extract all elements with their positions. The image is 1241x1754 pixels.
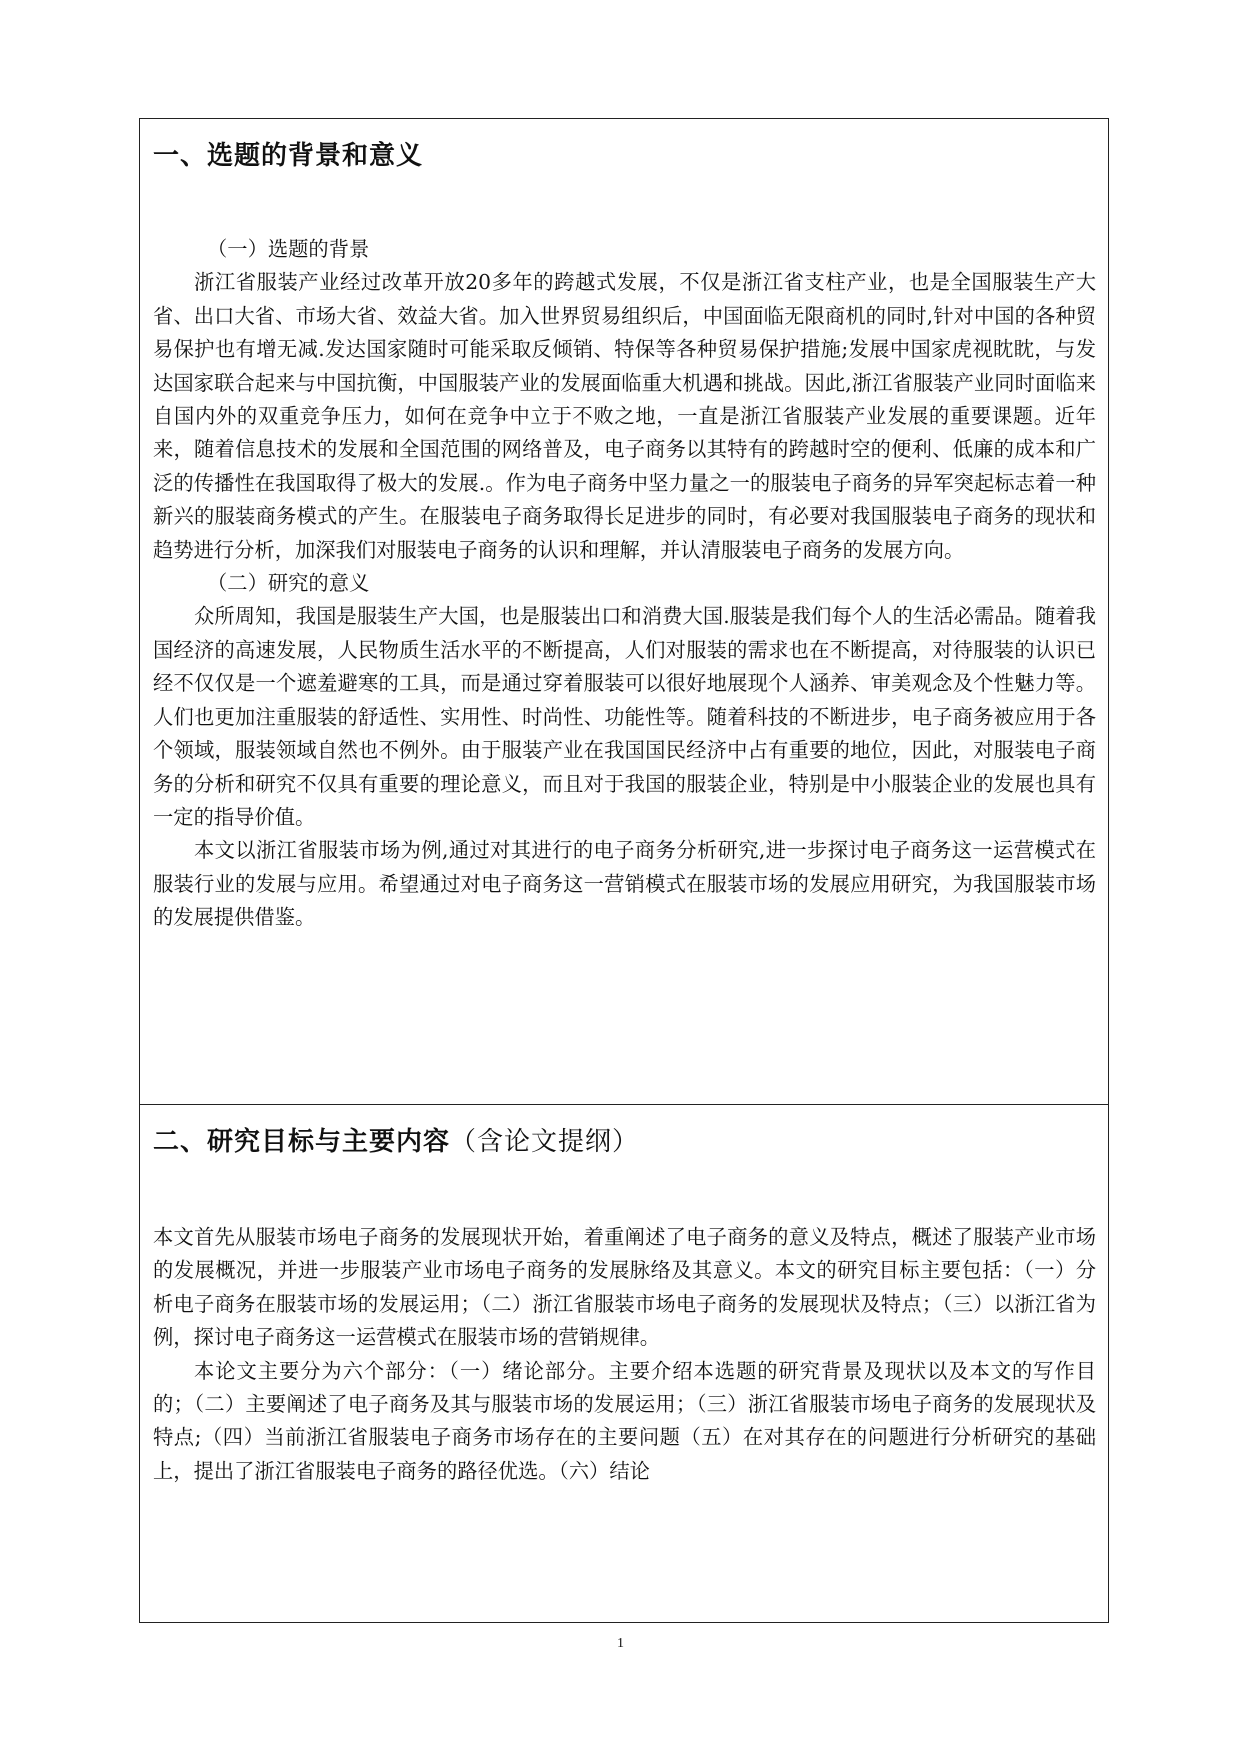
section-heading-goals bbox=[153, 1121, 639, 1158]
paragraph-purpose: 本文以浙江省服装市场为例,通过对其进行的电子商务分析研究,进一步探讨电子商务这一运营模式在服装行业的发展与应用。希望通过对电子商务这一营销模式在服装市场的发展应用研究，为我国服装市场的发展提供借鉴。 bbox=[153, 838, 1096, 930]
heading-goals-note: （含论文提纲） bbox=[450, 1127, 640, 1157]
subheading-significance: （二）研究的意义 bbox=[207, 571, 370, 596]
section-body-goals bbox=[153, 1221, 1096, 1488]
paragraph-significance: 众所周知，我国是服装生产大国，也是服装出口和消费大国.服装是我们每个人的生活必需品。随着我国经济的高速发展，人民物质生活水平的不断提高，人们对服装的需求也在不断提高，对待服装的认识已经不仅仅是一个遮羞避寒的工具，而是通过穿着服装可以很好地展现个人涵养、审美观念及个性魅力等。人们也更加注重服装的舒适性、实用性、时尚性、功能性等。随着科技的不断进步，电子商务被应用于各个领域，服装领域自然也不例外。由于服装产业在我国国民经济中占有重要的地位，因此，对服装电子商务的分析和研究不仅具有重要的理论意义，而且对于我国的服装企业，特别是中小服装企业的发展也具有一定的指导价值。 bbox=[153, 604, 1096, 829]
paragraph-goals-intro: 本文首先从服装市场电子商务的发展现状开始，着重阐述了电子商务的意义及特点，概述了服装产业市场的发展概况，并进一步服装产业市场电子商务的发展脉络及其意义。本文的研究目标主要包括：（一）分析电子商务在服装市场的发展运用；（二）浙江省服装市场电子商务的发展现状及特点；（三）以浙江省为例，探讨电子商务这一运营模式在服装市场的营销规律。 bbox=[153, 1225, 1096, 1350]
proposal-table bbox=[139, 118, 1109, 1623]
section-body-background bbox=[153, 233, 1096, 935]
section-background-significance bbox=[140, 119, 1108, 1105]
subheading-background: （一）选题的背景 bbox=[207, 237, 370, 261]
page-number: 1 bbox=[617, 1636, 624, 1651]
section-goals-content bbox=[140, 1105, 1108, 1622]
paragraph-background: 浙江省服装产业经过改革开放20多年的跨越式发展，不仅是浙江省支柱产业，也是全国服装生产大省、出口大省、市场大省、效益大省。加入世界贸易组织后，中国面临无限商机的同时,针对中国的各种贸易保护也有增无减.发达国家随时可能采取反倾销、特保等各种贸易保护措施;发展中国家虎视眈眈，与发达国家联合起来与中国抗衡，中国服装产业的发展面临重大机遇和挑战。因此,浙江省服装产业同时面临来自国内外的双重竞争压力，如何在竞争中立于不败之地，一直是浙江省服装产业发展的重要课题。近年来，随着信息技术的发展和全国范围的网络普及，电子商务以其特有的跨越时空的便利、低廉的成本和广泛的传播性在我国取得了极大的发展.。作为电子商务中坚力量之一的服装电子商务的异军突起标志着一种新兴的服装商务模式的产生。在服装电子商务取得长足进步的同时，有必要对我国服装电子商务的现状和趋势进行分析，加深我们对服装电子商务的认识和理解，并认清服装电子商务的发展方向。 bbox=[153, 270, 1096, 562]
section-heading-background: 一、选题的背景和意义 bbox=[153, 141, 424, 171]
paragraph-goals-outline: 本论文主要分为六个部分：（一）绪论部分。主要介绍本选题的研究背景及现状以及本文的写作目的；（二）主要阐述了电子商务及其与服装市场的发展运用；（三）浙江省服装市场电子商务的发展现状及特点;（四）当前浙江省服装电子商务市场存在的主要问题（五）在对其存在的问题进行分析研究的基础上，提出了浙江省服装电子商务的路径优选。（六）结论 bbox=[153, 1358, 1096, 1483]
heading-goals-bold: 二、研究目标与主要内容 bbox=[153, 1127, 451, 1157]
